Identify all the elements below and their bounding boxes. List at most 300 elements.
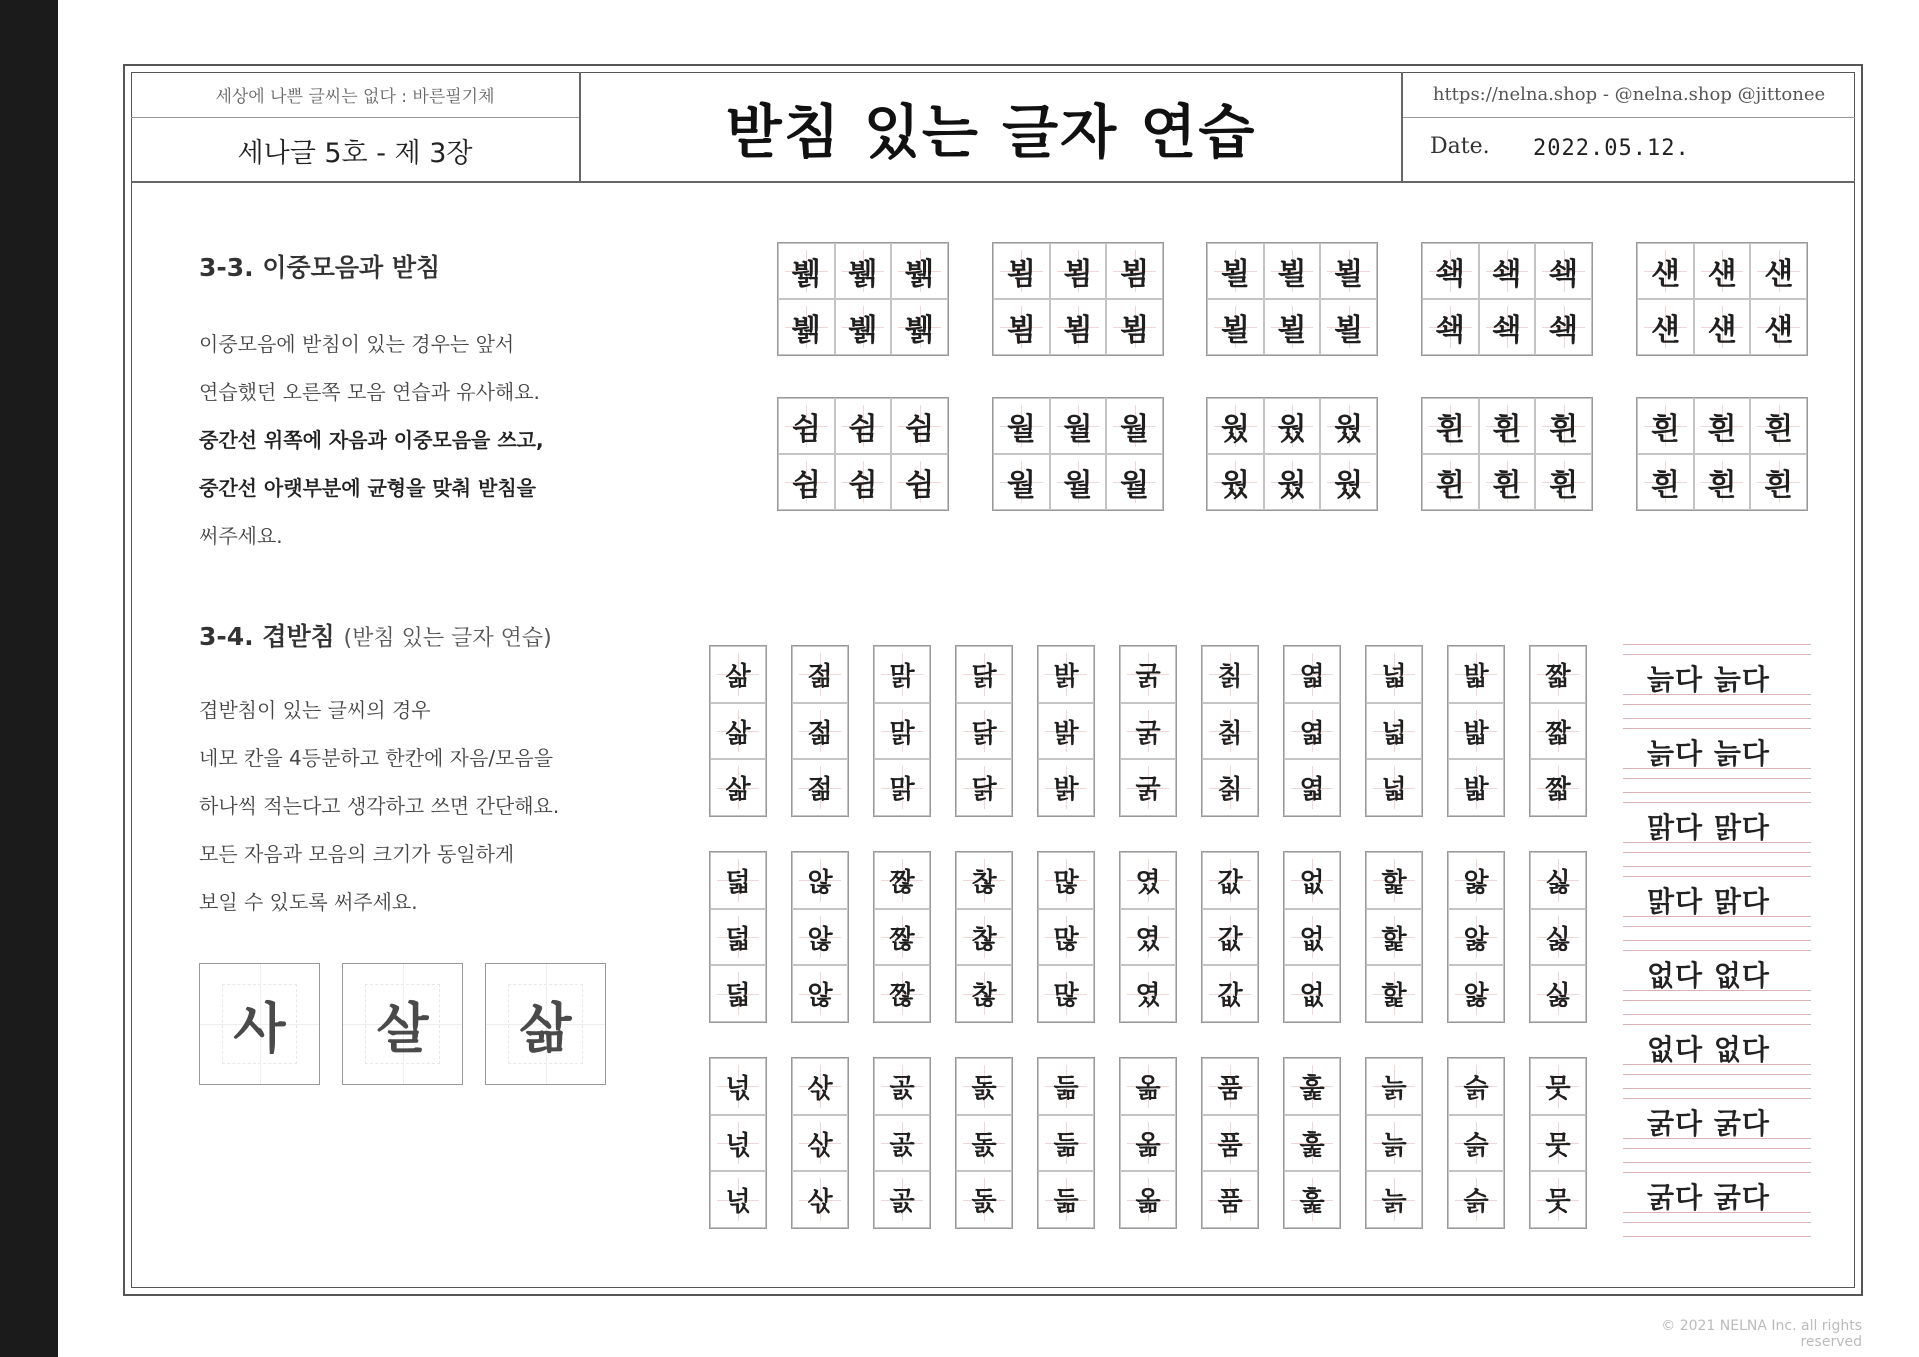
practice-glyph: 짢 (889, 981, 915, 1012)
guide-line (1623, 1014, 1811, 1015)
practice-glyph: 맑 (889, 775, 915, 806)
practice-column (1283, 1057, 1341, 1229)
practice-glyph: 많 (1053, 981, 1079, 1012)
page-title: 받침 있는 글자 연습 (725, 97, 1257, 166)
practice-cell (1448, 965, 1504, 1022)
practice-glyph: 뷁 (905, 257, 935, 292)
practice-cell (710, 759, 766, 816)
practice-column (955, 1057, 1013, 1229)
practice-glyph: 뭇 (1545, 1073, 1571, 1104)
practice-cell (1320, 243, 1377, 299)
practice-glyph: 쇅 (1492, 257, 1522, 292)
practice-cell (1264, 454, 1321, 510)
practice-cell (1202, 1115, 1258, 1172)
practice-cell (835, 243, 892, 299)
practice-glyph: 삯 (807, 1073, 833, 1104)
practice-glyph: 짧 (1545, 661, 1571, 692)
word-sample: 늙다 늙다 (1647, 663, 1770, 696)
practice-cell (1448, 1171, 1504, 1228)
practice-cell (874, 1058, 930, 1115)
practice-glyph: 섄 (1650, 257, 1680, 292)
practice-cell (1366, 852, 1422, 909)
practice-cell (993, 398, 1050, 454)
practice-glyph: 쉼 (905, 468, 935, 503)
practice-glyph: 뷁 (791, 313, 821, 348)
practice-column (1447, 1057, 1505, 1229)
guide-line (1623, 1236, 1811, 1237)
word-sample: 없다 없다 (1647, 959, 1770, 992)
practice-cell (835, 454, 892, 510)
guide-line (1623, 852, 1811, 853)
practice-glyph: 엷 (1299, 775, 1325, 806)
practice-cell (1750, 454, 1807, 510)
practice-column (1365, 645, 1423, 817)
practice-glyph: 닭 (971, 661, 997, 692)
practice-cell (1207, 243, 1264, 299)
practice-column (1283, 851, 1341, 1023)
practice-cell (874, 759, 930, 816)
practice-cell (1530, 909, 1586, 966)
text-line: 보일 수 있도록 써주세요. (199, 890, 418, 914)
header-right-rule (1403, 117, 1855, 118)
series-label: 세나글 5호 - 제 3장 (237, 137, 473, 169)
practice-glyph: 뷁 (905, 313, 935, 348)
practice-cell (1264, 398, 1321, 454)
practice-column (1201, 851, 1259, 1023)
practice-block (1636, 242, 1808, 356)
practice-glyph: 뷁 (791, 257, 821, 292)
practice-cell (1120, 965, 1176, 1022)
guide-line (1623, 1074, 1811, 1075)
guide-line (1623, 1222, 1811, 1223)
practice-cell (1038, 646, 1094, 703)
word-sample: 늙다 늙다 (1647, 737, 1770, 770)
practice-cell (1366, 1115, 1422, 1172)
practice-glyph: 굵 (1135, 661, 1161, 692)
practice-cell (1479, 299, 1536, 355)
practice-cell (778, 243, 835, 299)
practice-glyph: 밝 (1053, 661, 1079, 692)
practice-cell (1106, 243, 1163, 299)
practice-cell (1535, 398, 1592, 454)
practice-cell (778, 454, 835, 510)
practice-cell (1106, 398, 1163, 454)
practice-column (1447, 851, 1505, 1023)
practice-glyph: 싫 (1545, 981, 1571, 1012)
practice-cell (874, 965, 930, 1022)
practice-glyph: 뵐 (1220, 257, 1250, 292)
practice-cell (778, 299, 835, 355)
practice-glyph: 돐 (971, 1073, 997, 1104)
practice-cell (956, 965, 1012, 1022)
practice-cell (1120, 1171, 1176, 1228)
practice-glyph: 뷁 (848, 257, 878, 292)
practice-cell (874, 703, 930, 760)
heading-text: 3-4. 겹받침 (199, 622, 335, 651)
copyright: © 2021 NELNA Inc. all rights reserved (1661, 1318, 1862, 1350)
practice-glyph: 칡 (1217, 661, 1243, 692)
practice-cell (1284, 965, 1340, 1022)
practice-glyph: 찮 (971, 867, 997, 898)
practice-cell (1530, 1115, 1586, 1172)
practice-glyph: 앓 (1463, 924, 1489, 955)
practice-glyph: 월 (1063, 412, 1093, 447)
practice-cell (1366, 1171, 1422, 1228)
practice-glyph: 훑 (1299, 1130, 1325, 1161)
practice-cell (710, 1058, 766, 1115)
practice-cell (1207, 299, 1264, 355)
practice-glyph: 쇅 (1492, 313, 1522, 348)
word-practice-lines (1623, 644, 1811, 1234)
guide-line (1623, 866, 1811, 867)
practice-cell (874, 852, 930, 909)
practice-cell (1120, 646, 1176, 703)
practice-glyph: 였 (1135, 924, 1161, 955)
practice-glyph: 없 (1299, 981, 1325, 1012)
practice-glyph: 흰 (1707, 468, 1737, 503)
practice-glyph: 많 (1053, 867, 1079, 898)
practice-column (709, 645, 767, 817)
practice-glyph: 늙 (1381, 1130, 1407, 1161)
practice-glyph: 찮 (971, 924, 997, 955)
practice-cell (956, 759, 1012, 816)
text-line: 네모 칸을 4등분하고 한칸에 자음/모음을 (199, 746, 554, 770)
practice-glyph: 뵘 (1006, 313, 1036, 348)
practice-cell (1050, 398, 1107, 454)
practice-cell (1530, 965, 1586, 1022)
practice-cell (710, 909, 766, 966)
practice-column (1037, 851, 1095, 1023)
practice-column (1201, 1057, 1259, 1229)
practice-glyph: 흰 (1650, 468, 1680, 503)
practice-cell (1530, 852, 1586, 909)
practice-cell (1366, 759, 1422, 816)
practice-cell (1637, 243, 1694, 299)
practice-cell (710, 703, 766, 760)
practice-cell (1637, 299, 1694, 355)
practice-cell (1050, 454, 1107, 510)
practice-glyph: 뵐 (1220, 313, 1250, 348)
practice-cell (710, 852, 766, 909)
practice-cell (1106, 454, 1163, 510)
practice-glyph: 였 (1135, 981, 1161, 1012)
practice-glyph: 밟 (1463, 661, 1489, 692)
word-sample: 없다 없다 (1647, 1033, 1770, 1066)
practice-glyph: 칡 (1217, 718, 1243, 749)
practice-glyph: 쇅 (1435, 313, 1465, 348)
practice-block (992, 242, 1164, 356)
practice-glyph: 앓 (1463, 867, 1489, 898)
guide-line (1623, 1172, 1811, 1173)
practice-glyph: 듦 (1053, 1130, 1079, 1161)
guide-line (1623, 926, 1811, 927)
guide-line (1623, 876, 1811, 877)
date-label: Date. (1430, 134, 1490, 159)
text-line: 모든 자음과 모음의 크기가 동일하게 (199, 842, 515, 866)
practice-block (777, 242, 949, 356)
practice-glyph: 짢 (889, 867, 915, 898)
practice-glyph: 넋 (725, 1187, 751, 1218)
practice-column (1365, 1057, 1423, 1229)
practice-column (1037, 1057, 1095, 1229)
practice-glyph: 앓 (1463, 981, 1489, 1012)
guide-line (1623, 1098, 1811, 1099)
practice-glyph: 섄 (1650, 313, 1680, 348)
practice-glyph: 슭 (1463, 1130, 1489, 1161)
practice-cell (1366, 646, 1422, 703)
practice-cell (1120, 1058, 1176, 1115)
practice-glyph: 쇅 (1549, 257, 1579, 292)
practice-glyph: 섄 (1764, 257, 1794, 292)
practice-glyph: 돐 (971, 1187, 997, 1218)
practice-cell (1637, 454, 1694, 510)
guide-line (1623, 778, 1811, 779)
practice-cell (1284, 852, 1340, 909)
practice-cell (792, 965, 848, 1022)
practice-cell (1750, 243, 1807, 299)
practice-glyph: 짢 (889, 924, 915, 955)
practice-glyph: 싫 (1545, 924, 1571, 955)
practice-glyph: 덟 (725, 867, 751, 898)
practice-glyph: 휜 (1435, 468, 1465, 503)
practice-glyph: 삯 (807, 1187, 833, 1218)
practice-glyph: 않 (807, 924, 833, 955)
practice-glyph: 섄 (1707, 257, 1737, 292)
practice-glyph: 뵐 (1334, 257, 1364, 292)
practice-cell (792, 759, 848, 816)
practice-cell (710, 965, 766, 1022)
practice-glyph: 뵐 (1334, 313, 1364, 348)
practice-cell (874, 646, 930, 703)
practice-glyph: 웠 (1220, 468, 1250, 503)
practice-cell (956, 646, 1012, 703)
practice-cell (1366, 965, 1422, 1022)
practice-glyph: 월 (1006, 468, 1036, 503)
guide-line (1623, 1000, 1811, 1001)
practice-glyph: 옮 (1135, 1073, 1161, 1104)
practice-glyph: 핥 (1381, 867, 1407, 898)
practice-glyph: 휜 (1435, 412, 1465, 447)
practice-column (1201, 645, 1259, 817)
practice-glyph: 값 (1217, 981, 1243, 1012)
practice-glyph: 월 (1120, 412, 1150, 447)
guide-line (1623, 1148, 1811, 1149)
practice-glyph: 슭 (1463, 1187, 1489, 1218)
practice-block (1206, 397, 1378, 511)
practice-cell (792, 703, 848, 760)
practice-glyph: 듦 (1053, 1073, 1079, 1104)
practice-glyph: 없 (1299, 867, 1325, 898)
practice-glyph: 쉼 (848, 412, 878, 447)
practice-glyph: 젊 (807, 661, 833, 692)
practice-glyph: 짧 (1545, 775, 1571, 806)
practice-glyph: 훑 (1299, 1073, 1325, 1104)
practice-cell (956, 852, 1012, 909)
practice-glyph: 품 (1217, 1130, 1243, 1161)
practice-cell (792, 1058, 848, 1115)
practice-column (873, 851, 931, 1023)
guide-line (1623, 654, 1811, 655)
guide-line (1623, 644, 1811, 645)
practice-cell (956, 1115, 1012, 1172)
guide-line (1623, 802, 1811, 803)
practice-column (709, 851, 767, 1023)
practice-cell (1120, 909, 1176, 966)
practice-cell (1750, 398, 1807, 454)
practice-cell (792, 1115, 848, 1172)
practice-glyph: 곬 (889, 1073, 915, 1104)
practice-cell (1284, 909, 1340, 966)
practice-cell (1422, 454, 1479, 510)
practice-cell (1202, 1171, 1258, 1228)
practice-block (1421, 397, 1593, 511)
practice-glyph: 밝 (1053, 775, 1079, 806)
practice-cell (1050, 243, 1107, 299)
practice-glyph: 옮 (1135, 1130, 1161, 1161)
practice-glyph: 넋 (725, 1073, 751, 1104)
practice-glyph: 섄 (1707, 313, 1737, 348)
practice-cell (1422, 398, 1479, 454)
practice-cell (1637, 398, 1694, 454)
practice-glyph: 젊 (807, 775, 833, 806)
practice-cell (1120, 852, 1176, 909)
text-line-bold: 중간선 위쪽에 자음과 이중모음을 쓰고, (199, 428, 544, 452)
practice-glyph: 뵐 (1277, 257, 1307, 292)
practice-cell (1202, 909, 1258, 966)
practice-column (873, 1057, 931, 1229)
practice-cell (710, 1115, 766, 1172)
practice-glyph: 뵘 (1120, 257, 1150, 292)
practice-column (791, 851, 849, 1023)
practice-column (1365, 851, 1423, 1023)
practice-glyph: 월 (1063, 468, 1093, 503)
practice-glyph: 굵 (1135, 775, 1161, 806)
practice-glyph: 삶 (725, 775, 751, 806)
practice-column (873, 645, 931, 817)
practice-column (1119, 851, 1177, 1023)
practice-cell (1535, 243, 1592, 299)
practice-glyph: 뭇 (1545, 1130, 1571, 1161)
practice-cell (1422, 243, 1479, 299)
site-info: https://nelna.shop - @nelna.shop @jittonee (1432, 84, 1826, 105)
practice-cell (891, 454, 948, 510)
practice-glyph: 듦 (1053, 1187, 1079, 1218)
practice-glyph: 였 (1135, 867, 1161, 898)
guide-line (1623, 940, 1811, 941)
practice-cell (1530, 646, 1586, 703)
word-sample: 굵다 굵다 (1647, 1107, 1770, 1140)
date-value: 2022.05.12. (1533, 136, 1690, 161)
practice-glyph: 뵘 (1006, 257, 1036, 292)
practice-cell (1038, 909, 1094, 966)
practice-glyph: 웠 (1220, 412, 1250, 447)
practice-cell (1422, 299, 1479, 355)
binder-spine (0, 0, 58, 1357)
practice-glyph: 핥 (1381, 924, 1407, 955)
practice-cell (792, 852, 848, 909)
practice-glyph: 삶 (725, 661, 751, 692)
practice-glyph: 않 (807, 981, 833, 1012)
practice-cell (1320, 454, 1377, 510)
practice-glyph: 않 (807, 867, 833, 898)
practice-block (777, 397, 949, 511)
text-line-bold: 중간선 아랫부분에 균형을 맞춰 받침을 (199, 476, 536, 500)
guide-line (1623, 728, 1811, 729)
practice-cell (710, 1171, 766, 1228)
practice-cell (1479, 454, 1536, 510)
practice-glyph: 웠 (1334, 412, 1364, 447)
practice-glyph: 흰 (1707, 412, 1737, 447)
practice-glyph: 품 (1217, 1187, 1243, 1218)
guide-line (1623, 1162, 1811, 1163)
demo-box (342, 963, 463, 1085)
practice-cell (1202, 646, 1258, 703)
demo-box (199, 963, 320, 1085)
practice-column (1529, 851, 1587, 1023)
practice-glyph: 휜 (1492, 412, 1522, 447)
practice-glyph: 맑 (889, 718, 915, 749)
practice-glyph: 넓 (1381, 661, 1407, 692)
practice-glyph: 닭 (971, 775, 997, 806)
practice-cell (1535, 454, 1592, 510)
practice-glyph: 흰 (1764, 412, 1794, 447)
practice-glyph: 밟 (1463, 718, 1489, 749)
practice-column (1283, 645, 1341, 817)
guide-line (1623, 1024, 1811, 1025)
header-left-rule (131, 117, 579, 118)
practice-cell (1038, 1115, 1094, 1172)
practice-cell (1202, 759, 1258, 816)
practice-glyph: 뭇 (1545, 1187, 1571, 1218)
practice-cell (792, 646, 848, 703)
practice-cell (1448, 909, 1504, 966)
practice-glyph: 쇅 (1549, 313, 1579, 348)
practice-glyph: 넓 (1381, 775, 1407, 806)
practice-cell (792, 909, 848, 966)
text-line: 써주세요. (199, 524, 283, 548)
practice-cell (956, 1171, 1012, 1228)
header-bottom-rule (131, 181, 1855, 183)
practice-glyph: 쉼 (905, 412, 935, 447)
word-sample: 굵다 굵다 (1647, 1181, 1770, 1214)
practice-cell (1366, 909, 1422, 966)
practice-glyph: 웠 (1277, 412, 1307, 447)
practice-glyph: 품 (1217, 1073, 1243, 1104)
practice-glyph: 칡 (1217, 775, 1243, 806)
practice-glyph: 뵐 (1277, 313, 1307, 348)
text-line: 겹받침이 있는 글씨의 경우 (199, 698, 431, 722)
practice-block (1636, 397, 1808, 511)
text-line: 하나씩 적는다고 생각하고 쓰면 간단해요. (199, 794, 560, 818)
practice-column (955, 645, 1013, 817)
practice-column (1119, 1057, 1177, 1229)
practice-glyph: 굵 (1135, 718, 1161, 749)
practice-cell (993, 243, 1050, 299)
practice-cell (891, 243, 948, 299)
practice-glyph: 늙 (1381, 1073, 1407, 1104)
practice-cell (1038, 1058, 1094, 1115)
practice-glyph: 없 (1299, 924, 1325, 955)
practice-column (709, 1057, 767, 1229)
practice-glyph: 밟 (1463, 775, 1489, 806)
practice-block (992, 397, 1164, 511)
practice-cell (1448, 646, 1504, 703)
practice-cell (1448, 759, 1504, 816)
practice-cell (1207, 398, 1264, 454)
practice-cell (1264, 299, 1321, 355)
practice-cell (874, 1171, 930, 1228)
practice-glyph: 웠 (1277, 468, 1307, 503)
